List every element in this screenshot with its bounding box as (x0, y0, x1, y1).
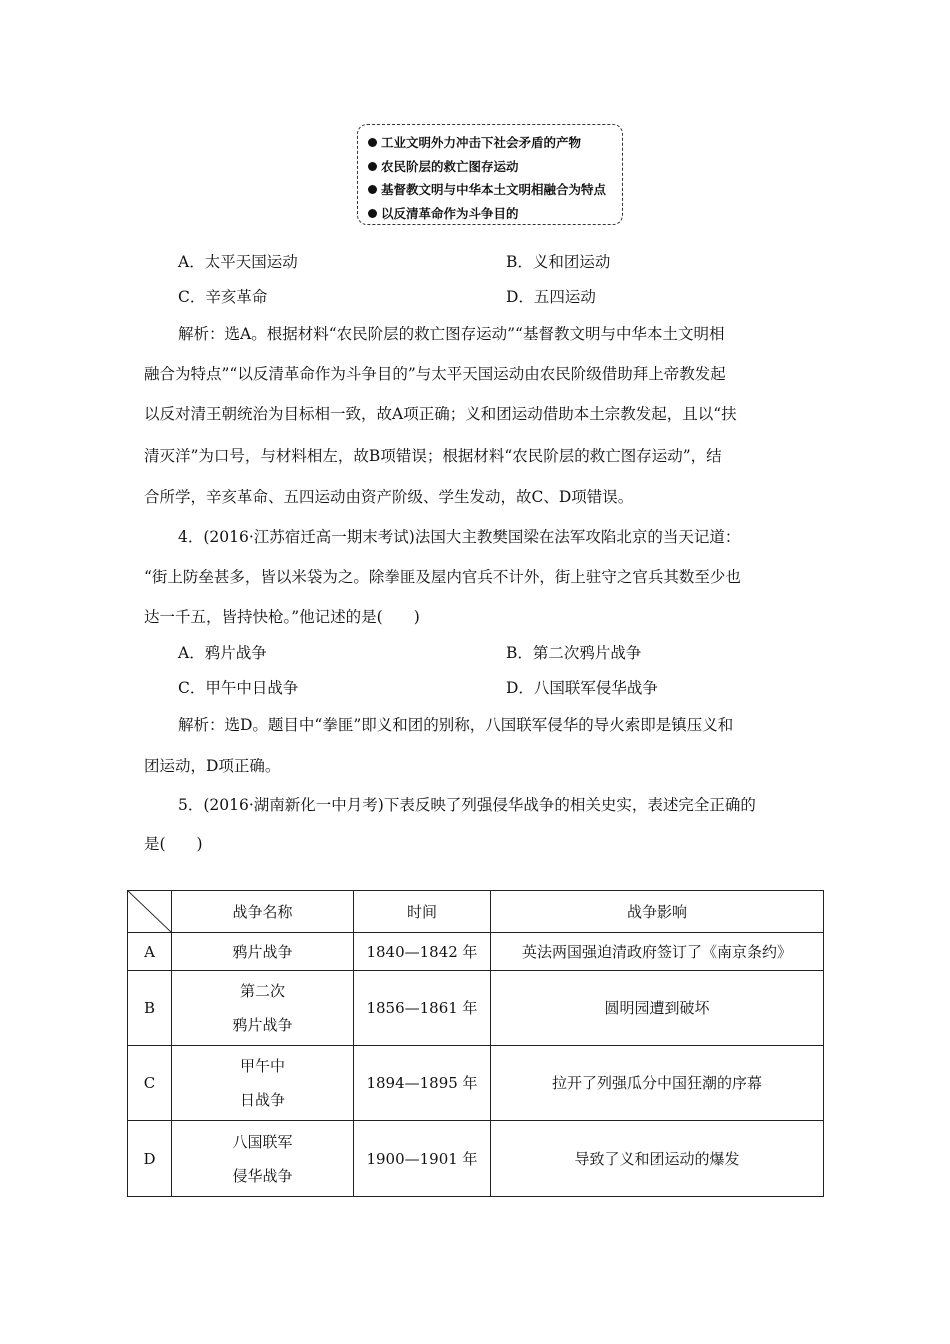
q3-analysis-line: 合所学，辛亥革命、五四运动由资产阶级、学生发动，故C、D项错误。 (144, 488, 634, 506)
q3-option-b: B．义和团运动 (506, 253, 611, 271)
row-letter: B (128, 971, 172, 1046)
q4-analysis-line: 解析：选D。题目中“拳匪”即义和团的别称，八国联军侵华的导火索即是镇压义和 (178, 716, 734, 734)
material-box (357, 124, 623, 225)
row-time: 1894—1895 年 (354, 1046, 491, 1121)
row-impact: 拉开了列强瓜分中国狂潮的序幕 (491, 1046, 824, 1121)
war-table (127, 890, 824, 1197)
q4-option-c: C．甲午中日战争 (178, 679, 299, 697)
row-time: 1856—1861 年 (354, 971, 491, 1046)
table-header-row (128, 891, 824, 933)
bullet-icon (368, 185, 377, 194)
q4-option-a: A．鸦片战争 (178, 644, 267, 662)
table-row (128, 971, 824, 1046)
table-row (128, 1121, 824, 1197)
diagonal-header-cell (128, 891, 172, 933)
bullet-icon (368, 209, 377, 218)
q3-analysis-line: 融合为特点”“以反清革命作为斗争目的”与太平天国运动由农民阶级借助拜上帝教发起 (144, 365, 726, 383)
header-time: 时间 (354, 891, 491, 933)
table-row (128, 1046, 824, 1121)
q4-stem-line: “街上防垒甚多，皆以米袋为之。除拳匪及屋内官兵不计外，街上驻守之官兵其数至少也 (144, 568, 741, 586)
bullet-icon (368, 138, 377, 147)
header-impact: 战争影响 (491, 891, 824, 933)
material-item: 基督教文明与中华本土文明相融合为特点 (368, 178, 616, 202)
q3-analysis-line: 解析：选A。根据材料“农民阶层的救亡图存运动”“基督教文明与中华本土文明相 (178, 325, 725, 343)
q4-stem-line: 4．(2016·江苏宿迁高一期末考试)法国大主教樊国梁在法军攻陷北京的当天记道： (178, 528, 741, 546)
row-war-name: 甲午中 日战争 (172, 1046, 354, 1121)
row-impact: 圆明园遭到破坏 (491, 971, 824, 1046)
q3-analysis-line: 以反对清王朝统治为目标相一致，故A项正确；义和团运动借助本土宗教发起，且以“扶 (144, 405, 737, 423)
q3-option-a: A．太平天国运动 (178, 253, 298, 271)
row-letter: A (128, 933, 172, 971)
table-row (128, 933, 824, 971)
q3-analysis-line: 清灭洋”为口号，与材料相左，故B项错误；根据材料“农民阶层的救亡图存运动”，结 (144, 447, 722, 465)
q4-stem-line: 达一千五，皆持快枪。”他记述的是( ) (144, 608, 420, 626)
q4-analysis-line: 团运动，D项正确。 (144, 757, 281, 775)
q5-stem-line: 是( ) (144, 835, 203, 853)
header-war-name: 战争名称 (172, 891, 354, 933)
material-item: 农民阶层的救亡图存运动 (368, 155, 616, 179)
row-war-name: 鸦片战争 (172, 933, 354, 971)
q3-option-d: D．五四运动 (506, 288, 596, 306)
q4-option-b: B．第二次鸦片战争 (506, 644, 642, 662)
material-item: 工业文明外力冲击下社会矛盾的产物 (368, 131, 616, 155)
row-time: 1840—1842 年 (354, 933, 491, 971)
row-impact: 英法两国强迫清政府签订了《南京条约》 (491, 933, 824, 971)
row-impact: 导致了义和团运动的爆发 (491, 1121, 824, 1197)
row-war-name: 八国联军 侵华战争 (172, 1121, 354, 1197)
q5-stem-line: 5．(2016·湖南新化一中月考)下表反映了列强侵华战争的相关史实，表述完全正确的 (178, 796, 756, 814)
material-item: 以反清革命作为斗争目的 (368, 202, 616, 226)
row-war-name: 第二次 鸦片战争 (172, 971, 354, 1046)
q4-option-d: D．八国联军侵华战争 (506, 679, 658, 697)
row-time: 1900—1901 年 (354, 1121, 491, 1197)
bullet-icon (368, 162, 377, 171)
q3-option-c: C．辛亥革命 (178, 288, 268, 306)
row-letter: C (128, 1046, 172, 1121)
row-letter: D (128, 1121, 172, 1197)
diagonal-line-icon (128, 891, 171, 932)
